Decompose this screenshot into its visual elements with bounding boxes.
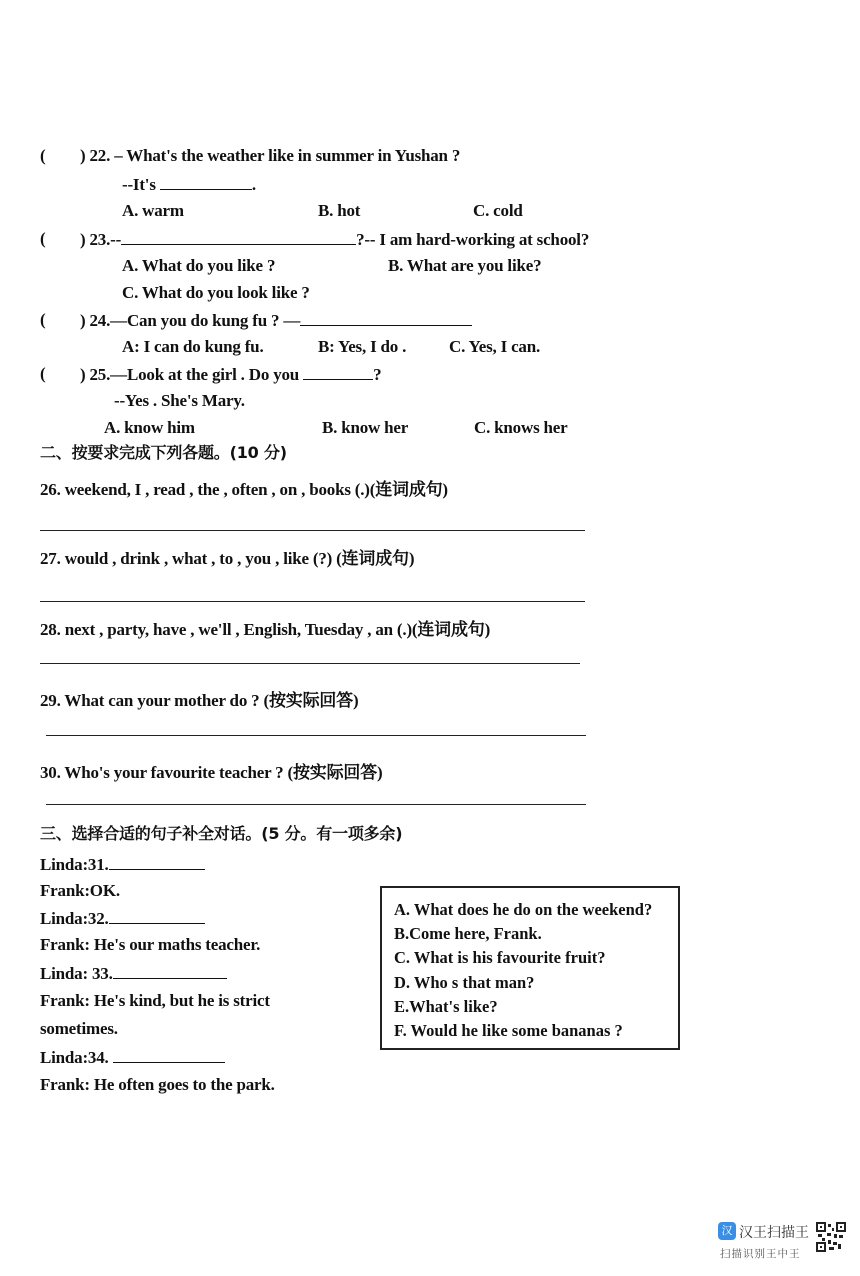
q24-option-c: C. Yes, I can. <box>449 337 541 356</box>
dialogue-linda-32-label: Linda:32. <box>40 909 109 928</box>
q28-text: 28. next , party, have , we'll , English, Tuesday , an (.)(连词成句) <box>40 620 491 639</box>
qr-code-icon <box>816 1222 846 1252</box>
q23-option-b: B. What are you like? <box>388 256 542 275</box>
q25-option-c: C. knows her <box>474 418 568 437</box>
option-a: A. What does he do on the weekend? <box>394 900 653 919</box>
q22-number <box>80 147 460 164</box>
q22-number-text: ) 22. <box>80 146 111 165</box>
q23-stem <box>80 230 589 248</box>
scanner-watermark <box>718 1222 848 1266</box>
q23-blank[interactable] <box>121 230 356 245</box>
q23-paren-open: ( <box>40 229 46 248</box>
q24-stem <box>80 311 472 329</box>
dialogue-frank-3a: Frank: He's kind, but he is strict <box>40 991 270 1010</box>
q22-answer-suffix: . <box>251 175 256 194</box>
option-d: D. Who s that man? <box>394 973 535 992</box>
q22-option-c: C. cold <box>473 201 523 220</box>
q29-text: 29. What can your mother do ? (按实际回答) <box>40 691 359 710</box>
q24-paren-open: ( <box>40 310 46 329</box>
dialogue-linda-33 <box>40 964 227 982</box>
dialogue-linda-31-label: Linda:31. <box>40 855 109 874</box>
q25-stem-end: ? <box>373 365 382 384</box>
section3-heading: 三、选择合适的句子补全对话。(5 分。有一项多余) <box>40 824 403 843</box>
q24-number-text: ) 24. <box>80 311 111 330</box>
q28-answer-line[interactable] <box>40 663 580 664</box>
option-f: F. Would he like some bananas ? <box>394 1021 623 1040</box>
scanner-logo-icon: 汉 <box>718 1222 736 1240</box>
dialogue-frank-2: Frank: He's our maths teacher. <box>40 935 261 954</box>
blank-33[interactable] <box>113 964 227 979</box>
q25-answer: --Yes . She's Mary. <box>114 391 245 410</box>
q30-answer-line[interactable] <box>46 804 586 805</box>
q22-option-a: A. warm <box>122 201 184 220</box>
q27-text: 27. would , drink , what , to , you , like (?) (连词成句) <box>40 549 415 568</box>
option-c: C. What is his favourite fruit? <box>394 948 606 967</box>
watermark-title: 汉王扫描王 <box>739 1225 809 1241</box>
section2-heading: 二、按要求完成下列各题。(10 分) <box>40 443 287 462</box>
dialogue-linda-31 <box>40 855 205 873</box>
blank-32[interactable] <box>109 909 205 924</box>
q22-stem: – What's the weather like in summer in Yushan ? <box>114 146 461 165</box>
q22-answer-line <box>122 175 256 193</box>
q22-blank[interactable] <box>160 175 252 190</box>
q22-option-b: B. hot <box>318 201 361 220</box>
q25-number-text: ) 25. <box>80 365 111 384</box>
q25-paren-open: ( <box>40 364 46 383</box>
q24-stem-text: —Can you do kung fu ? — <box>110 311 301 330</box>
dialogue-frank-3b: sometimes. <box>40 1019 118 1038</box>
q29-answer-line[interactable] <box>46 735 586 736</box>
dialogue-linda-32 <box>40 909 205 927</box>
dialogue-linda-33-label: Linda: 33. <box>40 964 113 983</box>
dialogue-linda-34 <box>40 1048 225 1066</box>
q23-option-c: C. What do you look like ? <box>122 283 310 302</box>
blank-34[interactable] <box>113 1048 225 1063</box>
q27-answer-line[interactable] <box>40 601 585 602</box>
q24-blank[interactable] <box>300 311 472 326</box>
q25-stem-text: —Look at the girl . Do you <box>110 365 300 384</box>
q26-text: 26. weekend, I , read , the , often , on , books (.)(连词成句) <box>40 480 448 499</box>
dialogue-frank-1: Frank:OK. <box>40 881 120 900</box>
dialogue-linda-34-label: Linda:34. <box>40 1048 109 1067</box>
option-b: B.Come here, Frank. <box>394 924 542 943</box>
q23-option-a: A. What do you like ? <box>122 256 276 275</box>
q24-option-a: A: I can do kung fu. <box>122 337 264 356</box>
q25-blank[interactable] <box>303 365 373 380</box>
watermark-subtitle: 扫描识别王中王 <box>720 1248 801 1260</box>
q22-paren-open: ( <box>40 146 46 165</box>
q25-option-b: B. know her <box>322 418 409 437</box>
option-e: E.What's like? <box>394 997 498 1016</box>
q24-option-b: B: Yes, I do . <box>318 337 407 356</box>
dialogue-frank-4: Frank: He often goes to the park. <box>40 1075 275 1094</box>
q22-answer-prefix: --It's <box>122 175 156 194</box>
q23-number-text: ) 23.-- <box>80 230 122 249</box>
q26-answer-line[interactable] <box>40 530 585 531</box>
options-box <box>380 886 680 1050</box>
blank-31[interactable] <box>109 855 205 870</box>
q25-option-a: A. know him <box>104 418 195 437</box>
q23-stem-after: ?-- I am hard-working at school? <box>356 230 590 249</box>
q25-stem <box>80 365 381 383</box>
q30-text: 30. Who's your favourite teacher ? (按实际回答) <box>40 763 383 782</box>
